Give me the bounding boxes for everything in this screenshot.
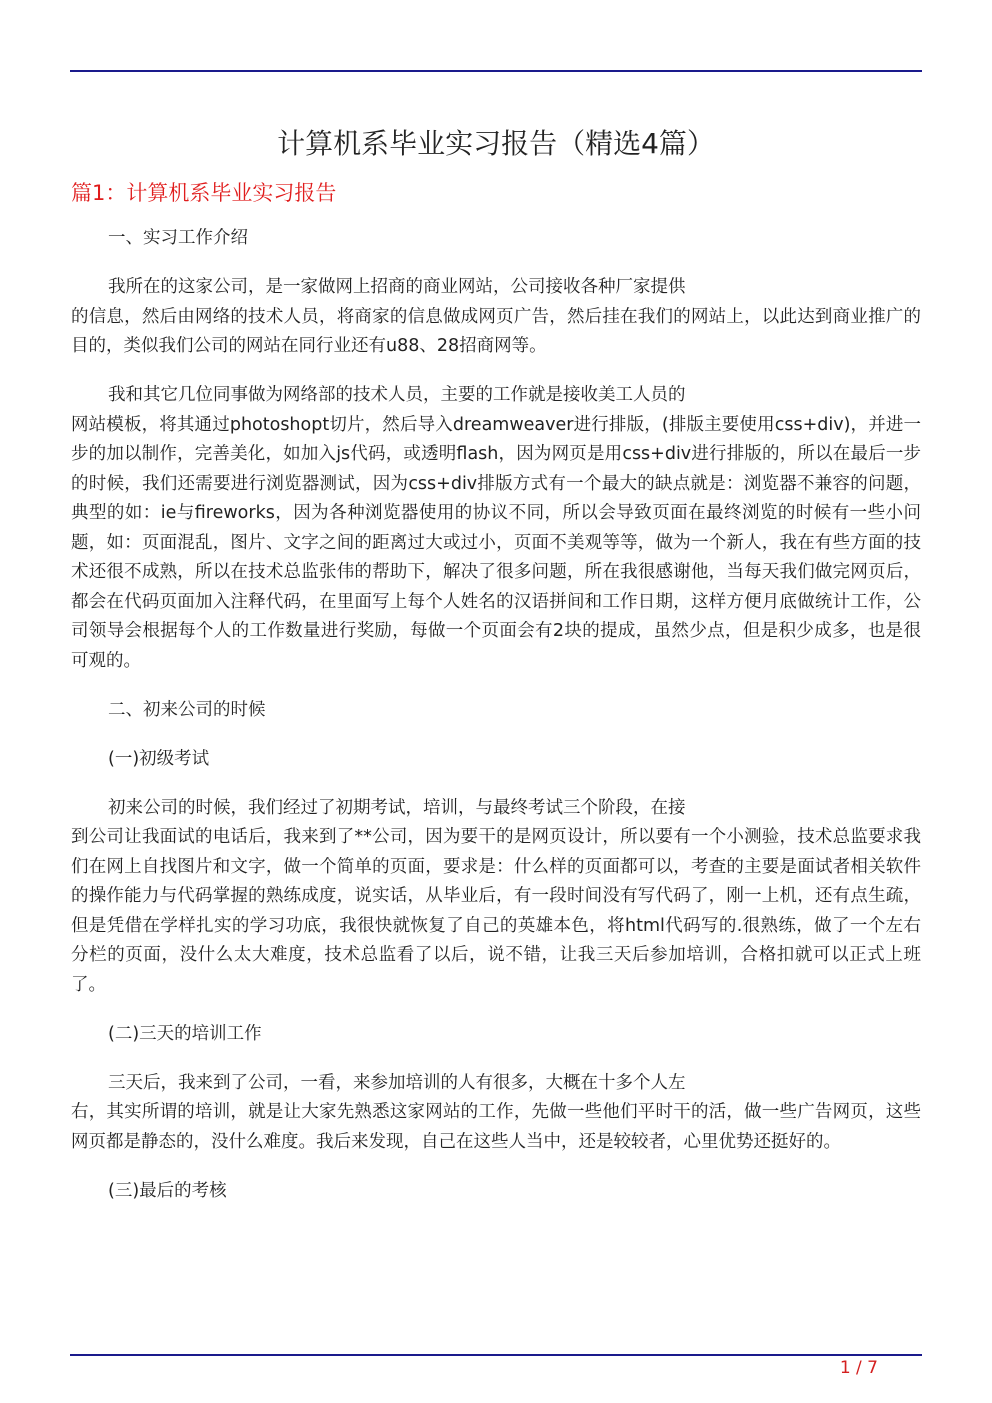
page-number: 1 / 7 — [839, 1358, 878, 1378]
paragraph-training-line1: 三天后，我来到了公司，一看，来参加培训的人有很多，大概在十多个人左 — [108, 1072, 686, 1093]
document-body — [71, 124, 921, 1226]
section-title: 篇1：计算机系毕业实习报告 — [71, 181, 337, 205]
paragraph-training-rest: 右，其实所谓的培训，就是让大家先熟悉这家网站的工作，先做一些他们平时干的活，做一些广告网页，这些网页都是静态的，没什么难度。我后来发现，自己在这些人当中，还是较较者，心里优势还挺好的。 — [71, 1102, 921, 1152]
paragraph-company — [71, 273, 921, 362]
footer-rule — [70, 1354, 922, 1356]
paragraph-initial-exam-rest: 到公司让我面试的电话后，我来到了**公司，因为要干的是网页设计，所以要有一个小测验，技术总监要求我们在网上自找图片和文字，做一个简单的页面，要求是：什么样的页面都可以，考查的主要是面试者相关软件的操作能力与代码掌握的熟练成度，说实话，从毕业后，有一段时间没有写代码了，刚一上机，还有点生疏，但是凭借在学样扎实的学习功底，我很快就恢复了自己的英雄本色，将html代码写的.很熟练，做了一个左右分栏的页面，没什么太大难度，技术总监看了以后，说不错，让我三天后参加培训，合格扣就可以正式上班了。 — [71, 827, 921, 995]
paragraph-company-line1: 我所在的这家公司，是一家做网上招商的商业网站，公司接收各种厂家提供 — [108, 277, 686, 297]
subheading-training: (二)三天的培训工作 — [108, 1023, 262, 1044]
paragraph-company-rest: 的信息，然后由网络的技术人员，将商家的信息做成网页广告，然后挂在我们的网站上，以此达到商业推广的目的，类似我们公司的网站在同行业还有u88、28招商网等。 — [71, 306, 921, 356]
subheading-initial-exam: (一)初级考试 — [108, 748, 210, 769]
paragraph-duties-line1: 我和其它几位同事做为网络部的技术人员，主要的工作就是接收美工人员的 — [108, 385, 686, 405]
paragraph-initial-exam — [71, 794, 921, 1001]
header-rule — [70, 70, 922, 72]
subheading-final-assessment: (三)最后的考核 — [108, 1180, 227, 1201]
heading-arrival: 二、初来公司的时候 — [108, 699, 266, 720]
paragraph-duties — [71, 381, 921, 676]
document-title: 计算机系毕业实习报告（精选4篇） — [277, 127, 715, 160]
paragraph-initial-exam-line1: 初来公司的时候，我们经过了初期考试，培训，与最终考试三个阶段，在接 — [108, 797, 686, 818]
paragraph-training — [71, 1069, 921, 1158]
paragraph-duties-rest: 网站模板，将其通过photoshopt切片，然后导入dreamweaver进行排版，(排版主要使用css+div)，并进一步的加以制作，完善美化，如加入js代码，或透明flash，因为网页是用css+div进行排版的，所以在最后一步的时候，我们还需要进行浏览器测试，因为css+div排版方式有一个最大的缺点就是：浏览器不兼容的问题，典型的如：ie与fireworks，因为各种浏览器使用的协议不同，所以会导致页面在最终浏览的时候有一些小问题，如：页面混乱，图片、文字之间的距离过大或过小，页面不美观等等，做为一个新人，我在有些方面的技术还很不成熟，所以在技术总监张伟的帮助下，解决了很多问题，所在我很感谢他，当每天我们做完网页后，都会在代码页面加入注释代码，在里面写上每个人姓名的汉语拼间和工作日期，这样方便月底做统计工作，公司领导会根据每个人的工作数量进行奖励，每做一个页面会有2块的提成，虽然少点，但是积少成多，也是很可观的。 — [71, 414, 921, 671]
heading-work-intro: 一、实习工作介绍 — [108, 228, 248, 248]
